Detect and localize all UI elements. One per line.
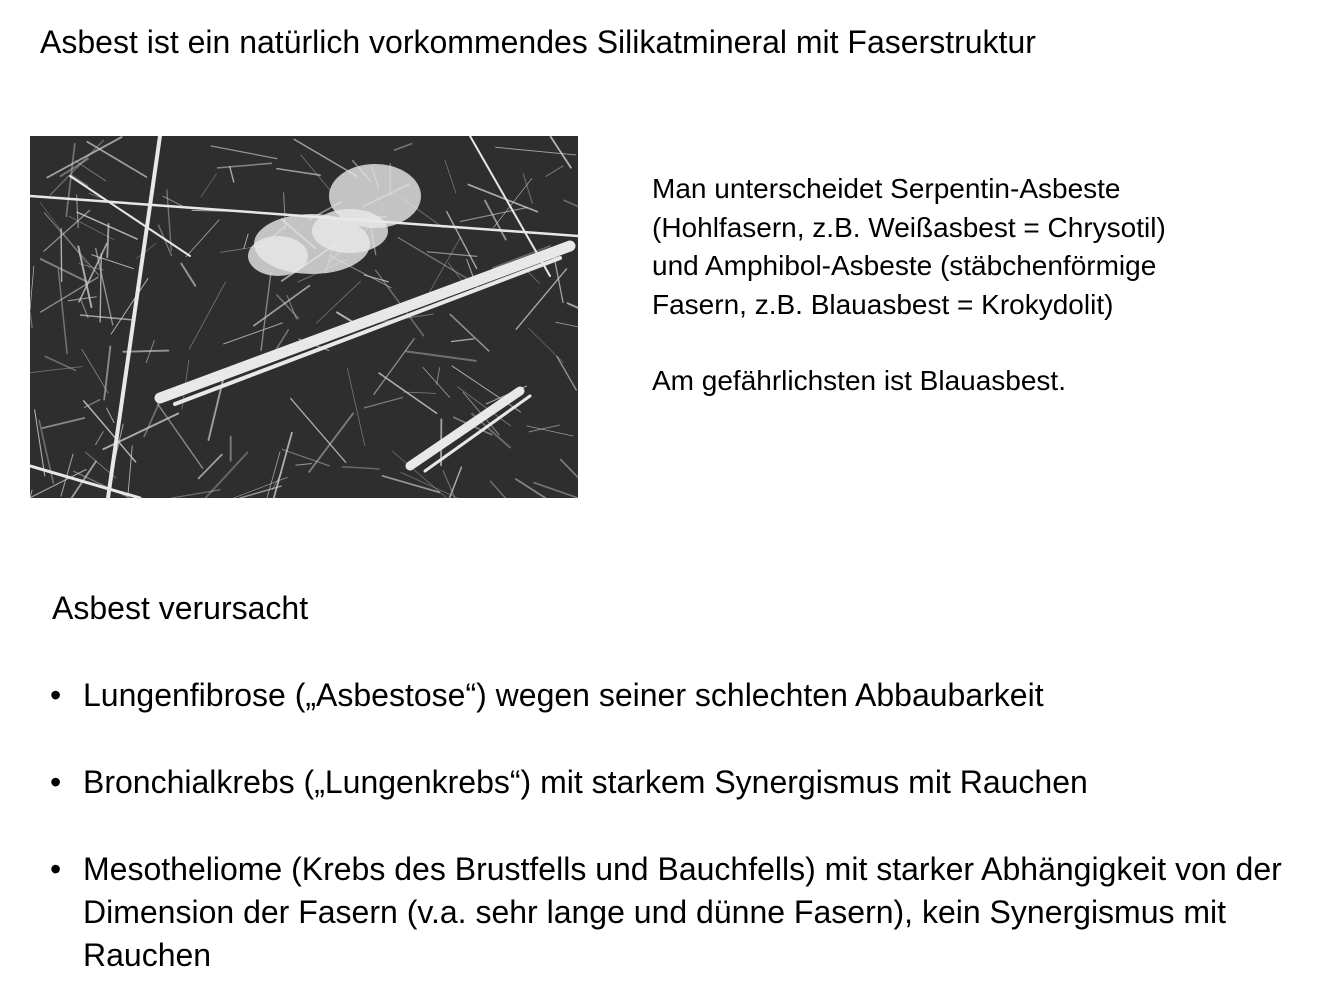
bullet-icon: • — [50, 764, 62, 800]
causes-heading: Asbest verursacht — [52, 590, 309, 626]
cause-item-mesothelioma — [50, 848, 1320, 977]
cause-text: Mesotheliome (Krebs des Brustfells und Bauchfells) mit starker Abhängigkeit von der Dimension der Fasern (v.a. sehr lange und dünne Fasern), kein Synergismus mit Rauchen — [83, 851, 1282, 973]
bullet-icon: • — [50, 851, 62, 887]
slide-title: Asbest ist ein natürlich vorkommendes Silikatmineral mit Faserstruktur — [40, 24, 1036, 60]
asbestos-types-text — [652, 170, 1312, 401]
bullet-icon: • — [50, 677, 62, 713]
cause-text: Lungenfibrose („Asbestose“) wegen seiner schlechten Abbaubarkeit — [83, 677, 1044, 713]
causes-list — [50, 674, 1320, 977]
most-dangerous-note: Am gefährlichsten ist Blauasbest. — [652, 365, 1066, 396]
asbestos-fibers-image — [30, 136, 594, 512]
asbestos-types-paragraph: Man unterscheidet Serpentin-Asbeste (Hohlfasern, z.B. Weißasbest = Chrysotil) und Amphibol-Asbeste (stäbchenförmige Fasern, z.B. Blauasbest = Krokydolit) — [652, 173, 1166, 320]
cause-item-bronchial-cancer — [50, 761, 1320, 804]
cause-text: Bronchialkrebs („Lungenkrebs“) mit starkem Synergismus mit Rauchen — [83, 764, 1088, 800]
cause-item-fibrosis — [50, 674, 1320, 717]
micrograph-graphic — [30, 136, 594, 512]
